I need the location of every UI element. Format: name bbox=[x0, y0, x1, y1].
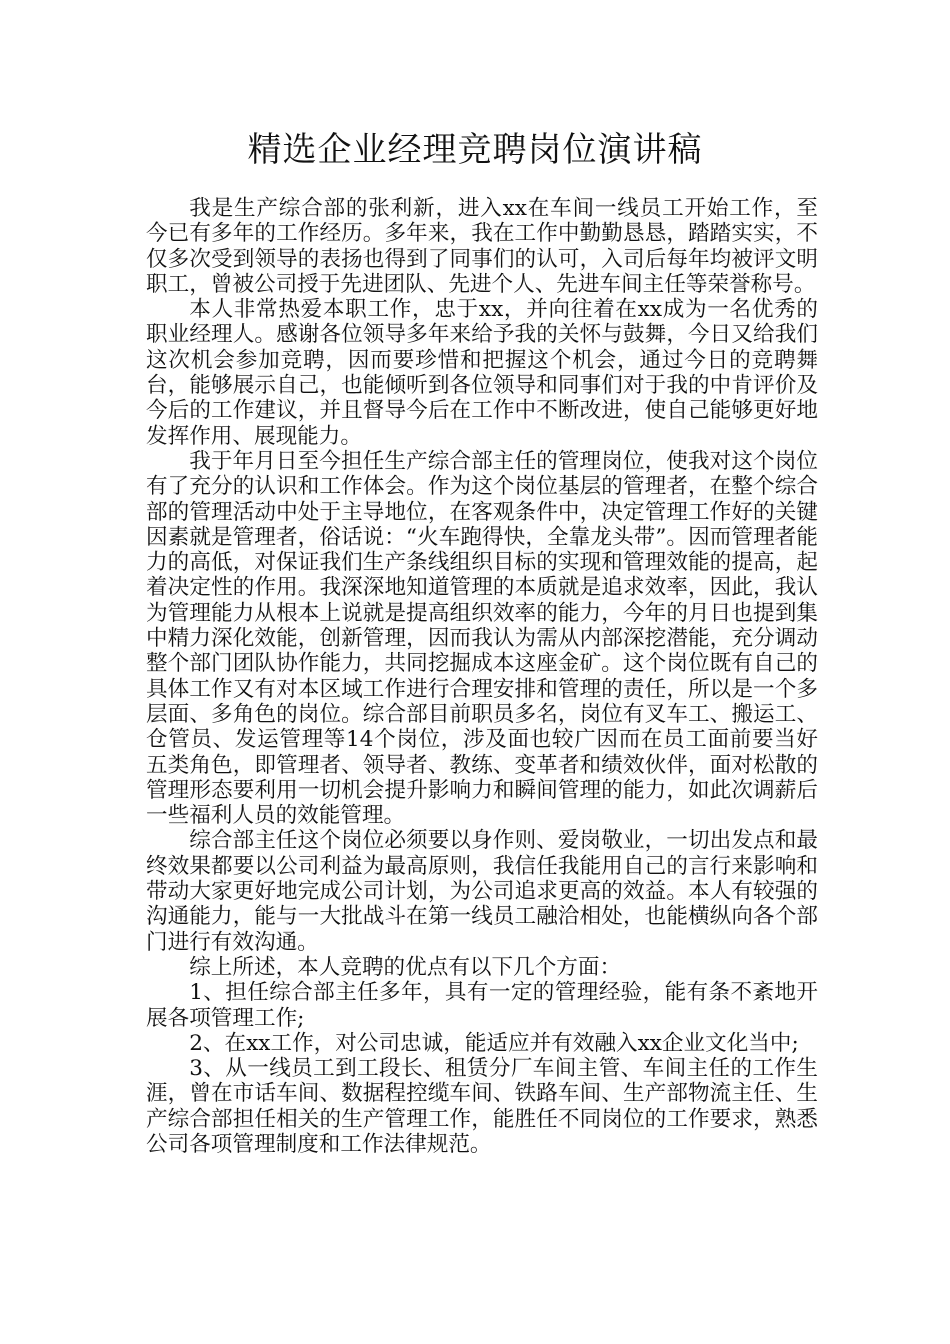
paragraph-point-2: 2、在xx工作，对公司忠诚，能适应并有效融入xx企业文化当中; bbox=[189, 1030, 799, 1056]
paragraph-summary-lead: 综上所述，本人竞聘的优点有以下几个方面： bbox=[189, 954, 622, 980]
document-title: 精选企业经理竞聘岗位演讲稿 bbox=[247, 130, 703, 170]
paragraph-role-experience: 我于年月日至今担任生产综合部主任的管理岗位，使我对这个岗位有了充分的认识和工作体会。作为这个岗位基层的管理者，在整个综合部的管理活动中处于主导地位，在客观条件中，决定管理工作好的关键因素就是管理者，俗话说：“火车跑得快，全靠龙头带”。因而管理者能力的高低，对保证我们生产条线组织目标的实现和管理效能的提高，起着决定性的作用。我深深地知道管理的本质就是追求效率，因此，我认为管理能力从根本上说就是提高组织效率的能力，今年的月日也提到集中精力深化效能，创新管理，因而我认为需从内部深挖潜能，充分调动整个部门团队协作能力，共同挖掘成本这座金矿。这个岗位既有自己的具体工作又有对本区域工作进行合理安排和管理的责任，所以是一个多层面、多角色的岗位。综合部目前职员多名，岗位有叉车工、搬运工、仓管员、发运管理等14个岗位，涉及面也较广因而在员工面前要当好五类角色，即管理者、领导者、教练、变革者和绩效伙伴，面对松散的管理形态要利用一切机会提升影响力和瞬间管理的能力，如此次调薪后一些福利人员的效能管理。 bbox=[146, 448, 818, 829]
paragraph-point-1: 1、担任综合部主任多年，具有一定的管理经验，能有条不紊地开展各项管理工作; bbox=[146, 980, 818, 1031]
paragraph-point-3: 3、从一线员工到工段长、租赁分厂车间主管、车间主任的工作生涯，曾在市话车间、数据程控缆车间、铁路车间、生产部物流主任、生产综合部担任相关的生产管理工作，能胜任不同岗位的工作要求，熟悉公司各项管理制度和工作法律规范。 bbox=[146, 1056, 818, 1157]
paragraph-commitment: 综合部主任这个岗位必须要以身作则、爱岗敬业，一切出发点和最终效果都要以公司利益为最高原则，我信任我能用自己的言行来影响和带动大家更好地完成公司计划，为公司追求更高的效益。本人有较强的沟通能力，能与一大批战斗在第一线员工融洽相处，也能横纵向各个部门进行有效沟通。 bbox=[146, 828, 818, 955]
paragraph-intro: 我是生产综合部的张利新，进入xx在车间一线员工开始工作，至今已有多年的工作经历。多年来，我在工作中勤勤恳恳，踏踏实实，不仅多次受到领导的表扬也得到了同事们的认可，入司后每年均被评文明职工，曾被公司授于先进团队、先进个人、先进车间主任等荣誉称号。 bbox=[146, 196, 818, 297]
paragraph-aspiration: 本人非常热爱本职工作，忠于xx，并向往着在xx成为一名优秀的职业经理人。感谢各位领导多年来给予我的关怀与鼓舞，今日又给我们这次机会参加竞聘，因而要珍惜和把握这个机会，通过今日的竞聘舞台，能够展示自己，也能倾听到各位领导和同事们对于我的中肯评价及今后的工作建议，并且督导今后在工作中不断改进，使自己能够更好地发挥作用、展现能力。 bbox=[146, 297, 818, 449]
document-body bbox=[146, 196, 818, 1157]
